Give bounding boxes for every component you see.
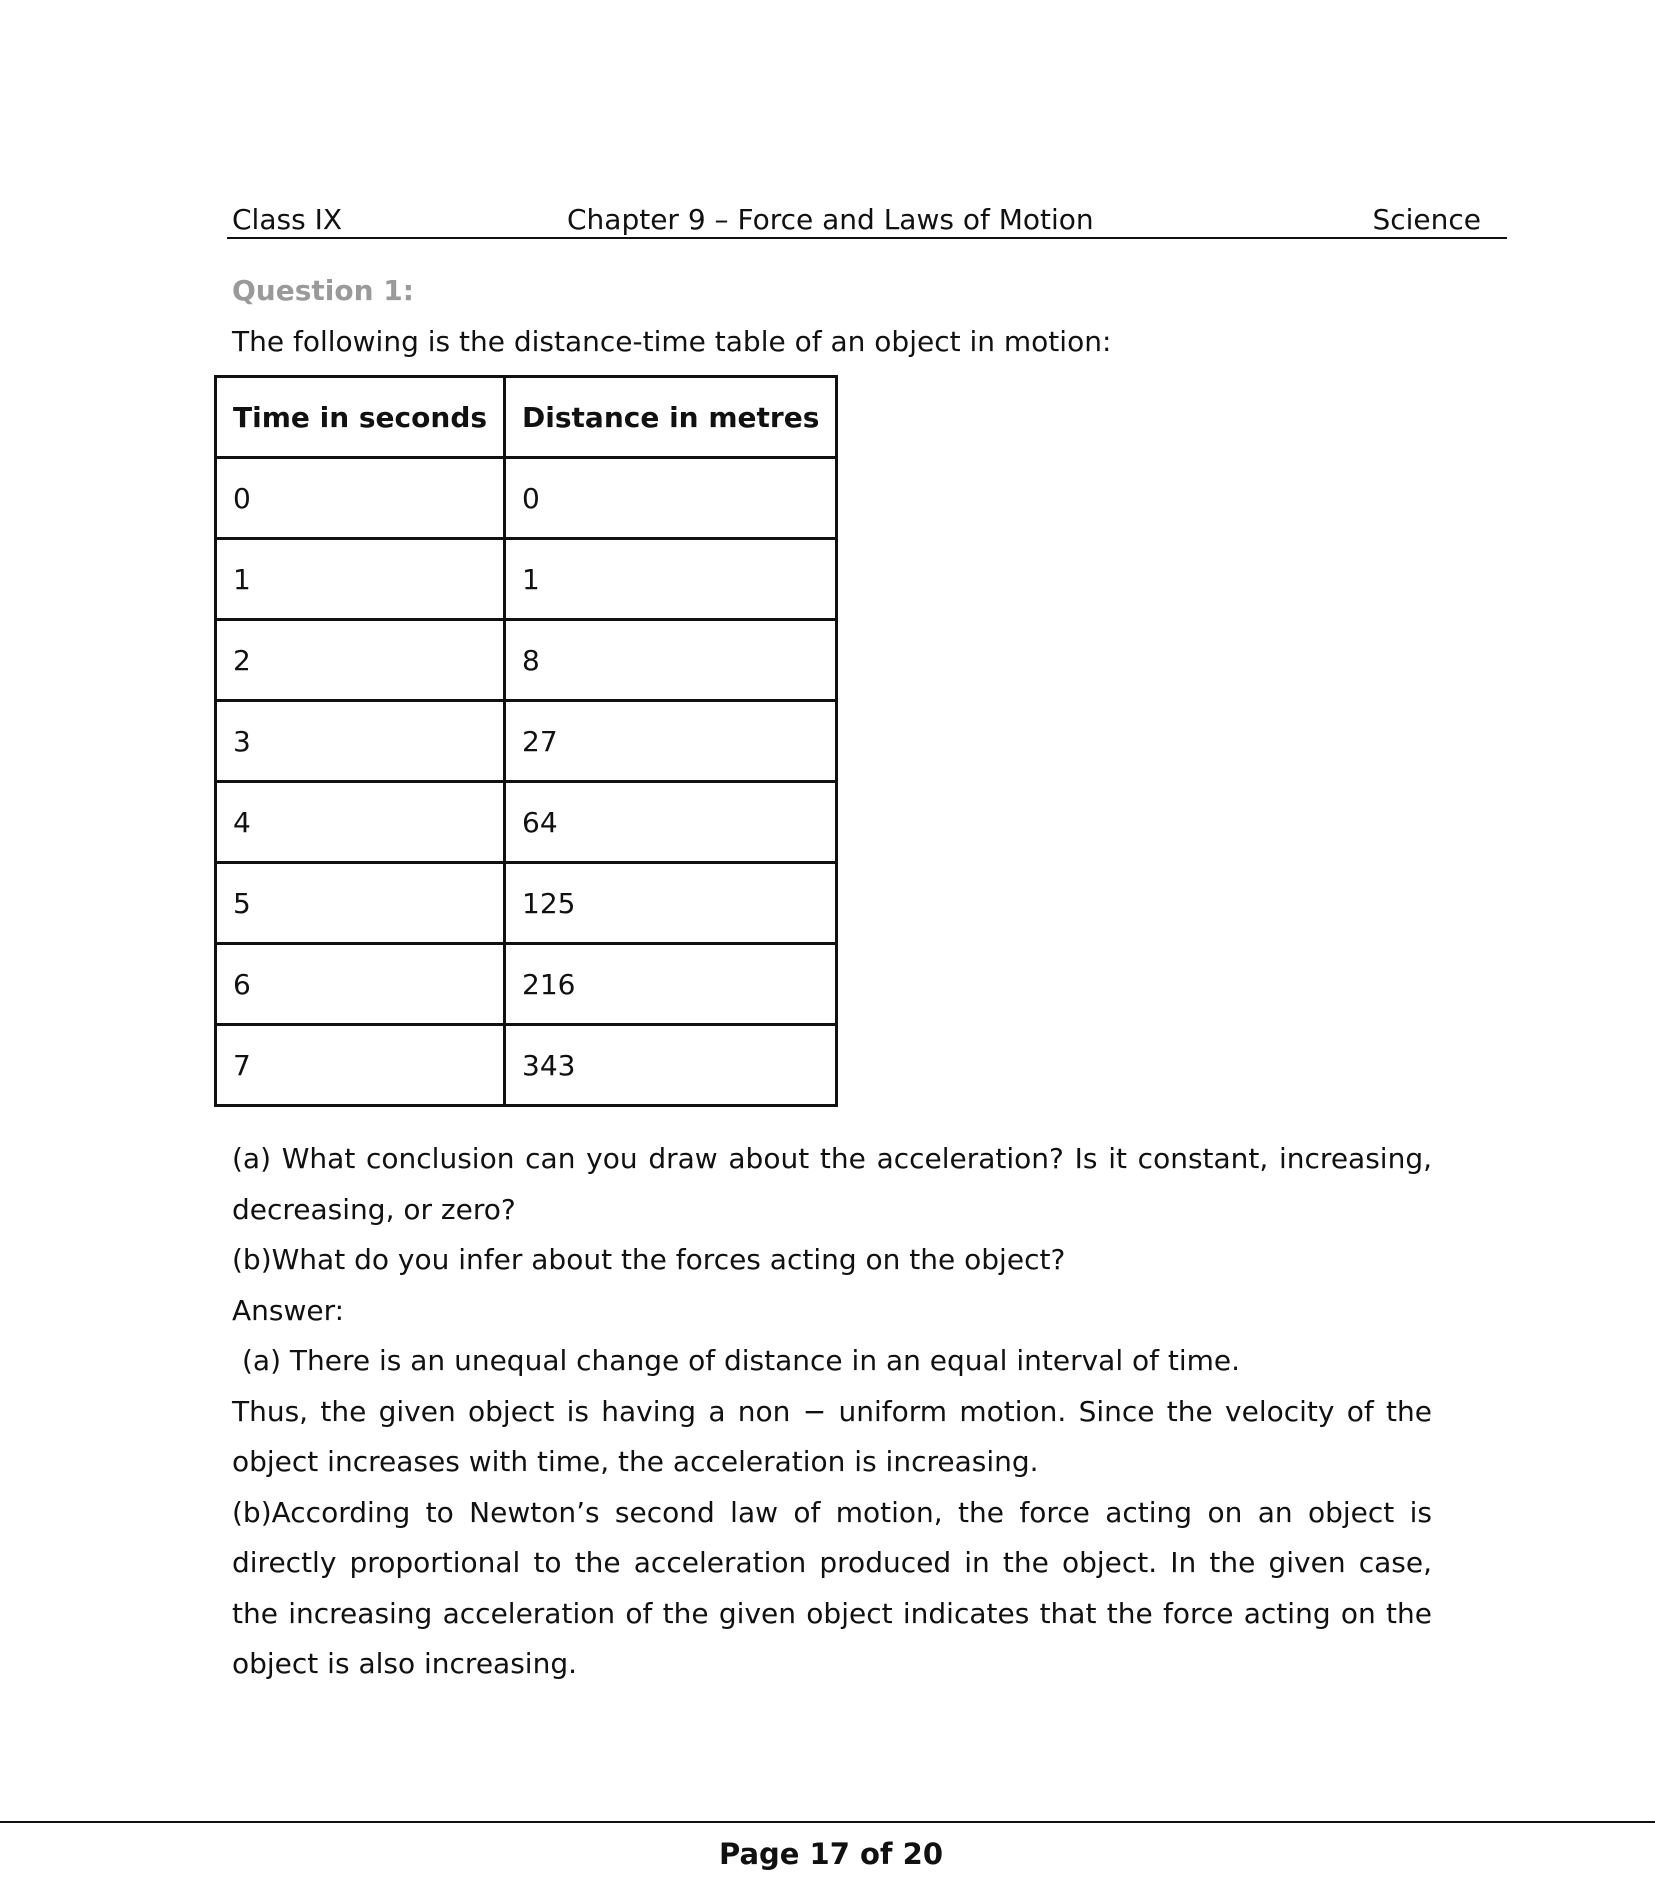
table-header-row	[216, 377, 837, 458]
table-row	[216, 620, 837, 701]
table-row	[216, 944, 837, 1025]
answer-part-a-2: Thus, the given object is having a non − uniform motion. Since the velocity of the object increases with time, the acceleration is increasing.	[232, 1394, 1432, 1478]
time-cell: 2	[216, 620, 505, 701]
header-distance: Distance in metres	[505, 377, 837, 458]
table-row	[216, 1025, 837, 1106]
question-answer-body	[232, 1134, 1432, 1690]
distance-cell: 8	[505, 620, 837, 701]
table-row	[216, 782, 837, 863]
distance-cell: 216	[505, 944, 837, 1025]
question-intro: The following is the distance-time table of an object in motion:	[232, 325, 1112, 358]
page-number: Page 17 of 20	[718, 1837, 943, 1871]
time-cell: 1	[216, 539, 505, 620]
answer-label: Answer:	[232, 1293, 345, 1327]
time-cell: 6	[216, 944, 505, 1025]
table-row	[216, 863, 837, 944]
header-class: Class IX	[232, 203, 343, 236]
time-cell: 0	[216, 458, 505, 539]
answer-part-b: (b)According to Newton’s second law of motion, the force acting on an object is directly proportional to the acceleration produced in the object. In the given case, the increasing acceleration of the given object indicates that the force acting on the object is also increasing.	[232, 1495, 1432, 1680]
answer-part-a-1: (a) There is an unequal change of distance in an equal interval of time.	[242, 1344, 1241, 1377]
footer-divider	[0, 1821, 1655, 1823]
table-row	[216, 458, 837, 539]
table-row	[216, 701, 837, 782]
table-row	[216, 539, 837, 620]
distance-cell: 0	[505, 458, 837, 539]
question-label: Question 1:	[232, 274, 414, 307]
time-cell: 4	[216, 782, 505, 863]
page-header	[227, 197, 1507, 239]
distance-cell: 64	[505, 782, 837, 863]
distance-time-table	[214, 375, 838, 1107]
time-cell: 3	[216, 701, 505, 782]
distance-cell: 343	[505, 1025, 837, 1106]
header-subject: Science	[1372, 203, 1481, 236]
question-part-a: (a) What conclusion can you draw about the acceleration? Is it constant, increasing, decreasing, or zero?	[232, 1142, 1432, 1226]
distance-cell: 1	[505, 539, 837, 620]
header-chapter: Chapter 9 – Force and Laws of Motion	[567, 203, 1094, 236]
time-cell: 7	[216, 1025, 505, 1106]
header-time: Time in seconds	[216, 377, 505, 458]
distance-cell: 125	[505, 863, 837, 944]
time-cell: 5	[216, 863, 505, 944]
distance-cell: 27	[505, 701, 837, 782]
question-part-b: (b)What do you infer about the forces acting on the object?	[232, 1243, 1066, 1276]
